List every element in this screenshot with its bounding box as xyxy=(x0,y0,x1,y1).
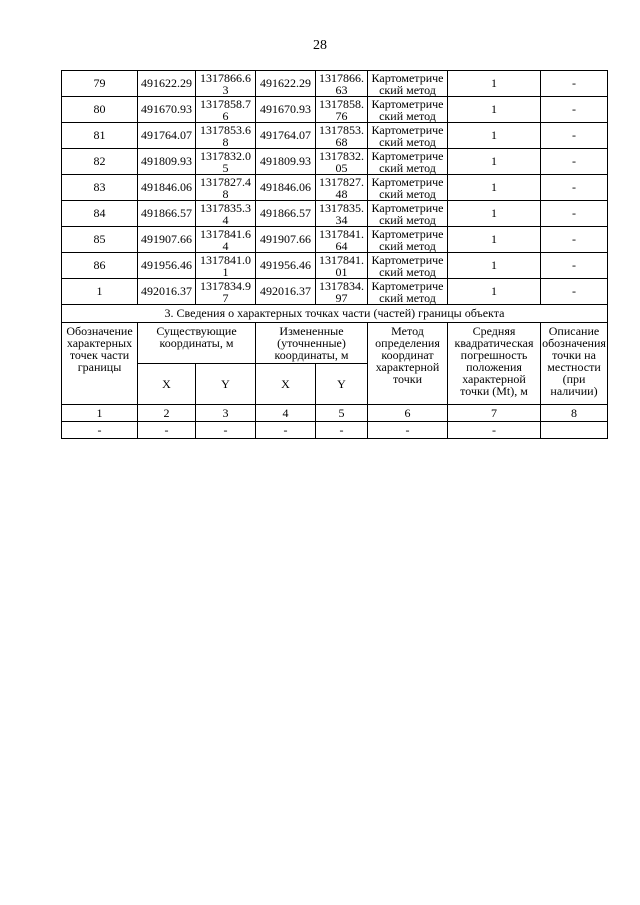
existing-y: 1317827.4 8 xyxy=(196,175,256,201)
existing-y: 1317834.9 7 xyxy=(196,279,256,305)
point-number: 82 xyxy=(62,149,138,175)
description: - xyxy=(541,201,608,227)
existing-y: 1317832.0 5 xyxy=(196,149,256,175)
point-number: 83 xyxy=(62,175,138,201)
coordinates-table xyxy=(61,70,608,439)
changed-x: 491866.57 xyxy=(256,201,316,227)
point-number: 81 xyxy=(62,123,138,149)
description: - xyxy=(541,175,608,201)
method: Картометриче ский метод xyxy=(368,279,448,305)
section-3-title: 3. Сведения о характерных точках части (частей) границы объекта xyxy=(62,305,608,323)
page-number: 28 xyxy=(313,38,327,53)
existing-x: 492016.37 xyxy=(138,279,196,305)
point-number: 84 xyxy=(62,201,138,227)
changed-x: 491846.06 xyxy=(256,175,316,201)
table-row xyxy=(62,253,608,279)
point-number: 86 xyxy=(62,253,138,279)
empty-cell: - xyxy=(138,422,196,439)
method: Картометриче ский метод xyxy=(368,201,448,227)
header-changed-coords: Измененные (уточненные) координаты, м xyxy=(256,323,368,364)
header-existing-x: X xyxy=(138,364,196,405)
existing-y: 1317858.7 6 xyxy=(196,97,256,123)
method: Картометриче ский метод xyxy=(368,97,448,123)
empty-cell: - xyxy=(368,422,448,439)
existing-y: 1317841.0 1 xyxy=(196,253,256,279)
method: Картометриче ский метод xyxy=(368,71,448,97)
column-numbers-row xyxy=(62,405,608,422)
method: Картометриче ский метод xyxy=(368,149,448,175)
changed-y: 1317827. 48 xyxy=(316,175,368,201)
accuracy: 1 xyxy=(448,279,541,305)
existing-x: 491764.07 xyxy=(138,123,196,149)
method: Картометриче ский метод xyxy=(368,175,448,201)
header-description: Описание обозначения точки на местности (при наличии) xyxy=(541,323,608,405)
header-accuracy: Средняя квадратическая погрешность положения характерной точки (Mt), м xyxy=(448,323,541,405)
existing-x: 491907.66 xyxy=(138,227,196,253)
description: - xyxy=(541,123,608,149)
table-row xyxy=(62,201,608,227)
header-method: Метод определения координат характерной точки xyxy=(368,323,448,405)
coordinate-rows xyxy=(62,71,608,305)
point-number: 1 xyxy=(62,279,138,305)
changed-y: 1317841. 01 xyxy=(316,253,368,279)
description: - xyxy=(541,253,608,279)
changed-x: 492016.37 xyxy=(256,279,316,305)
table-row xyxy=(62,97,608,123)
method: Картометриче ский метод xyxy=(368,123,448,149)
description: - xyxy=(541,279,608,305)
empty-cell: - xyxy=(196,422,256,439)
header-changed-y: Y xyxy=(316,364,368,405)
existing-y: 1317835.3 4 xyxy=(196,201,256,227)
accuracy: 1 xyxy=(448,253,541,279)
empty-data-row xyxy=(62,422,608,439)
method: Картометриче ский метод xyxy=(368,253,448,279)
changed-y: 1317841. 64 xyxy=(316,227,368,253)
accuracy: 1 xyxy=(448,149,541,175)
existing-x: 491622.29 xyxy=(138,71,196,97)
column-number: 7 xyxy=(448,405,541,422)
table-row xyxy=(62,175,608,201)
header-point-designation: Обозначение характерных точек части границы xyxy=(62,323,138,405)
changed-x: 491622.29 xyxy=(256,71,316,97)
empty-cell: - xyxy=(448,422,541,439)
changed-y: 1317835. 34 xyxy=(316,201,368,227)
changed-x: 491956.46 xyxy=(256,253,316,279)
table-row xyxy=(62,279,608,305)
column-number: 1 xyxy=(62,405,138,422)
accuracy: 1 xyxy=(448,175,541,201)
changed-x: 491764.07 xyxy=(256,123,316,149)
description: - xyxy=(541,71,608,97)
existing-x: 491866.57 xyxy=(138,201,196,227)
accuracy: 1 xyxy=(448,71,541,97)
changed-y: 1317853. 68 xyxy=(316,123,368,149)
header-changed-x: X xyxy=(256,364,316,405)
existing-x: 491809.93 xyxy=(138,149,196,175)
point-number: 79 xyxy=(62,71,138,97)
column-number: 6 xyxy=(368,405,448,422)
description: - xyxy=(541,97,608,123)
accuracy: 1 xyxy=(448,201,541,227)
section-3 xyxy=(62,305,608,439)
description: - xyxy=(541,227,608,253)
table-row xyxy=(62,227,608,253)
changed-y: 1317858. 76 xyxy=(316,97,368,123)
header-existing-coords: Существующие координаты, м xyxy=(138,323,256,364)
description: - xyxy=(541,149,608,175)
existing-x: 491670.93 xyxy=(138,97,196,123)
changed-x: 491670.93 xyxy=(256,97,316,123)
table-row xyxy=(62,123,608,149)
changed-x: 491907.66 xyxy=(256,227,316,253)
existing-y: 1317853.6 8 xyxy=(196,123,256,149)
changed-x: 491809.93 xyxy=(256,149,316,175)
column-number: 3 xyxy=(196,405,256,422)
existing-x: 491846.06 xyxy=(138,175,196,201)
column-number: 8 xyxy=(541,405,608,422)
changed-y: 1317866. 63 xyxy=(316,71,368,97)
empty-cell xyxy=(541,422,608,439)
accuracy: 1 xyxy=(448,227,541,253)
empty-cell: - xyxy=(316,422,368,439)
column-number: 5 xyxy=(316,405,368,422)
header-existing-y: Y xyxy=(196,364,256,405)
existing-y: 1317866.6 3 xyxy=(196,71,256,97)
accuracy: 1 xyxy=(448,97,541,123)
changed-y: 1317834. 97 xyxy=(316,279,368,305)
table-row xyxy=(62,71,608,97)
point-number: 80 xyxy=(62,97,138,123)
empty-cell: - xyxy=(256,422,316,439)
accuracy: 1 xyxy=(448,123,541,149)
point-number: 85 xyxy=(62,227,138,253)
changed-y: 1317832. 05 xyxy=(316,149,368,175)
existing-x: 491956.46 xyxy=(138,253,196,279)
column-number: 2 xyxy=(138,405,196,422)
method: Картометриче ский метод xyxy=(368,227,448,253)
empty-cell: - xyxy=(62,422,138,439)
column-number: 4 xyxy=(256,405,316,422)
table-row xyxy=(62,149,608,175)
existing-y: 1317841.6 4 xyxy=(196,227,256,253)
